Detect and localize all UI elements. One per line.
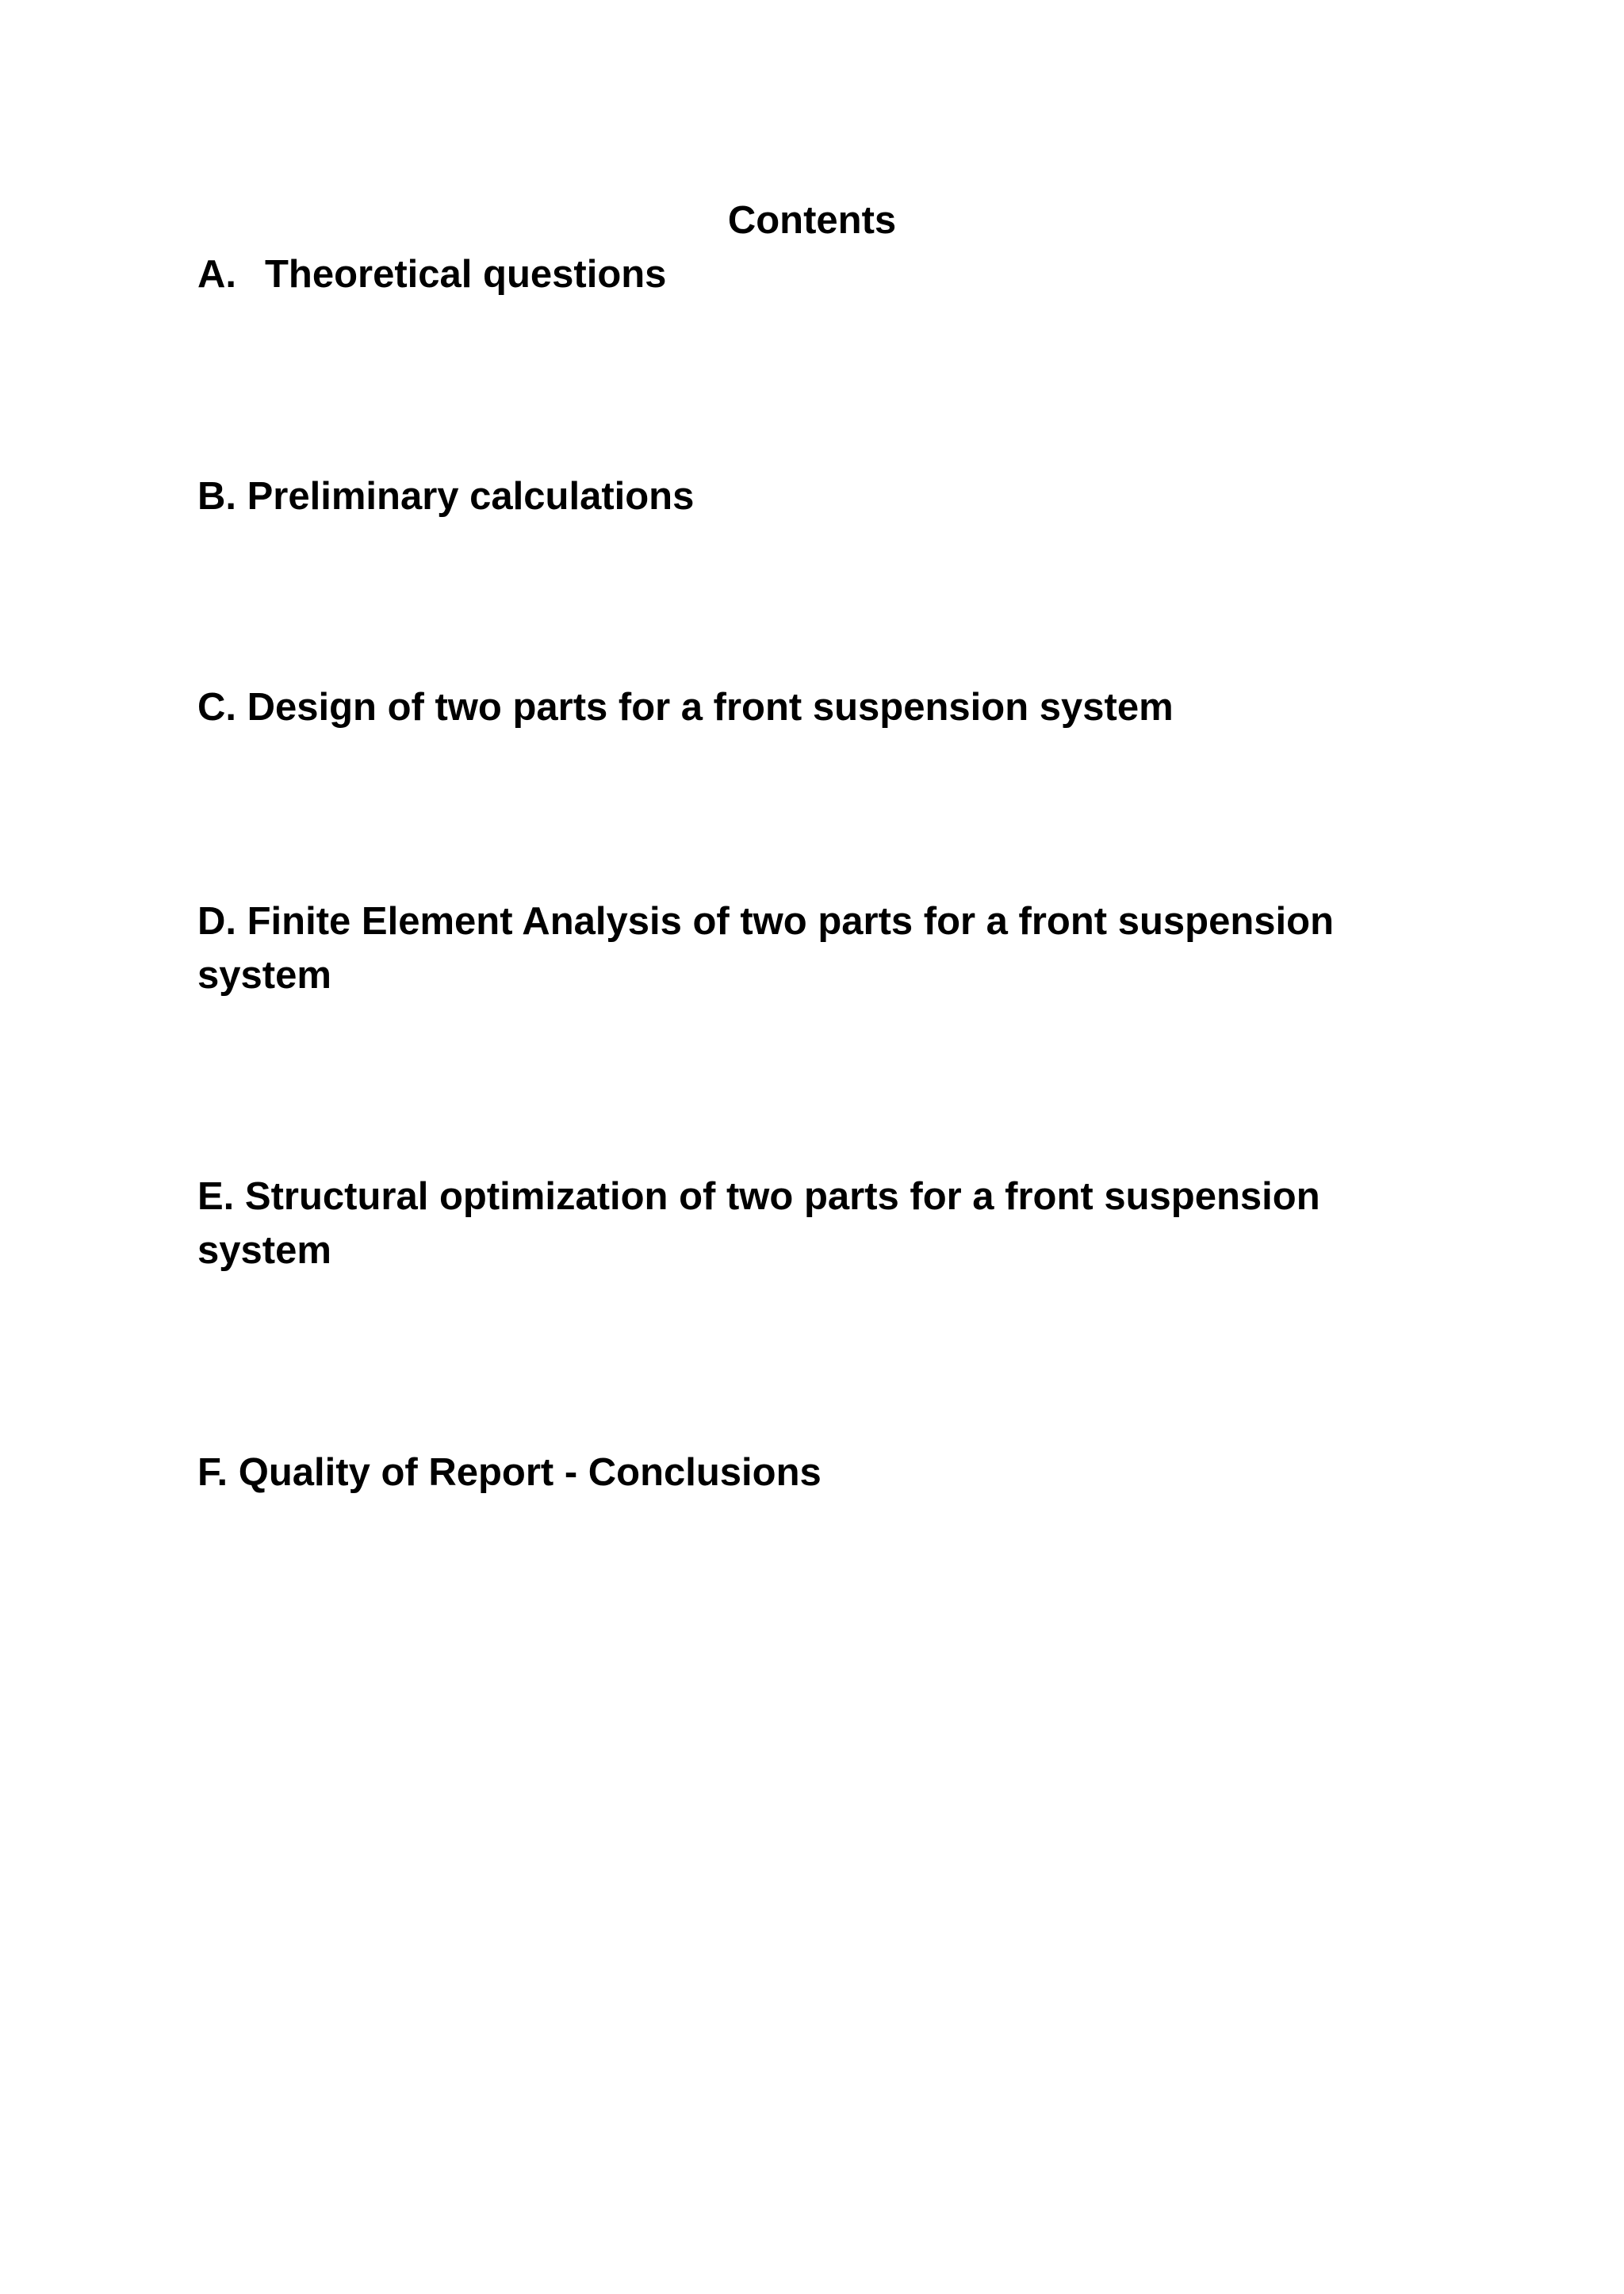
toc-entry-letter: E. — [197, 1175, 235, 1218]
toc-entry-e — [197, 1170, 1434, 1277]
toc-entry-letter: C. — [197, 686, 236, 729]
toc-entry-text: Quality of Report - Conclusions — [238, 1451, 822, 1494]
toc-entry-c — [197, 680, 1434, 734]
page-title: Contents — [727, 199, 897, 242]
toc-entry-text: Structural optimization of two parts for a front suspension system — [197, 1175, 1320, 1272]
toc-entry-b — [197, 469, 1434, 523]
toc-entry-text: Finite Element Analysis of two parts for a front suspension system — [197, 900, 1334, 997]
toc-entry-d — [197, 894, 1434, 1002]
toc-entry-text: Preliminary calculations — [247, 475, 695, 518]
toc-entry-letter: B. — [197, 475, 236, 518]
toc-entry-letter: A. — [197, 253, 236, 296]
toc-entry-a — [197, 247, 1434, 301]
toc-entry-f — [197, 1446, 1434, 1499]
toc-entry-text: Design of two parts for a front suspension system — [247, 686, 1174, 729]
toc-entry-letter: F. — [197, 1451, 228, 1494]
toc-entry-text: Theoretical questions — [265, 253, 667, 296]
toc-entry-letter: D. — [197, 900, 236, 943]
